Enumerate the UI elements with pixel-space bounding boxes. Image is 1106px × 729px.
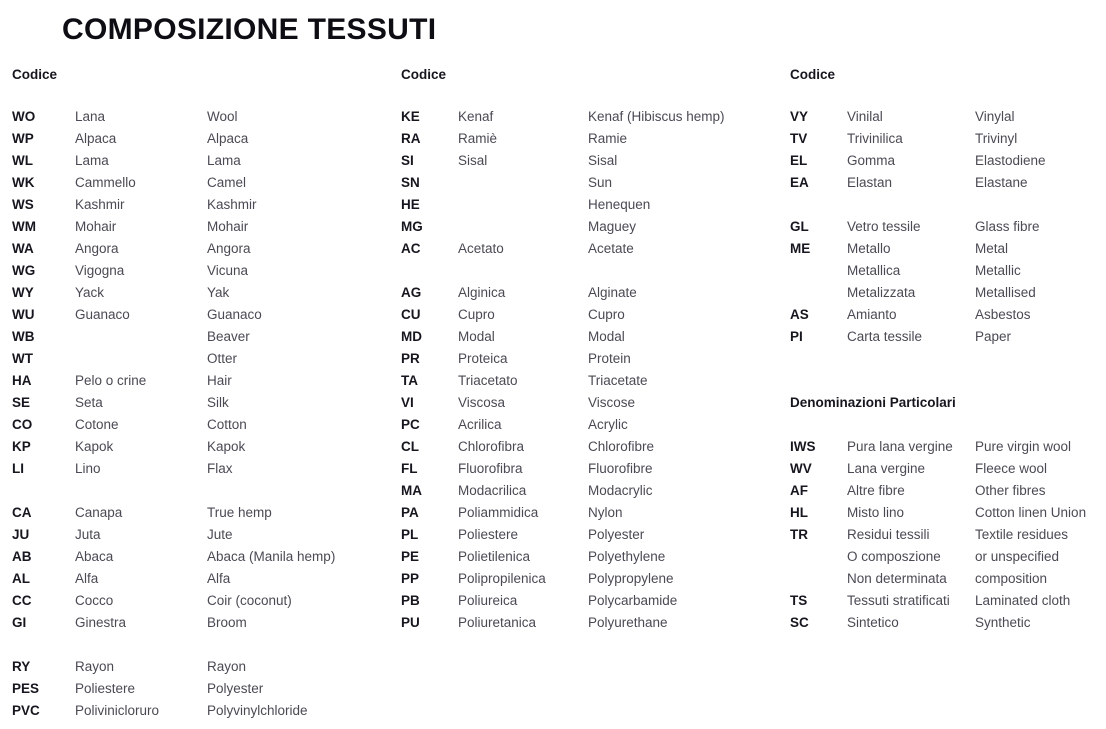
fiber-code: WO xyxy=(12,109,36,124)
fiber-code: AG xyxy=(401,285,422,300)
fiber-name-english: Viscose xyxy=(588,395,636,410)
fiber-code: PI xyxy=(790,329,803,344)
fiber-row xyxy=(401,304,766,326)
fiber-name-italian: Canapa xyxy=(75,505,123,520)
fiber-code: AB xyxy=(12,549,32,564)
column-header-codice: Codice xyxy=(401,67,447,82)
fiber-name-english: Asbestos xyxy=(975,307,1031,322)
fiber-row xyxy=(790,282,1104,304)
fiber-name-english: Mohair xyxy=(207,219,249,234)
fiber-name-italian: Metallica xyxy=(847,263,901,278)
fiber-name-italian: Proteica xyxy=(458,351,508,366)
fiber-row xyxy=(401,370,766,392)
fiber-row xyxy=(12,260,390,282)
fiber-row xyxy=(401,348,766,370)
fiber-code: WY xyxy=(12,285,34,300)
fiber-name-english: Angora xyxy=(207,241,251,256)
fiber-name-english: Ramie xyxy=(588,131,628,146)
fiber-row xyxy=(401,480,766,502)
fiber-code: HE xyxy=(401,197,420,212)
fiber-name-italian: Sisal xyxy=(458,153,488,168)
fiber-row xyxy=(12,414,390,436)
spacer-row xyxy=(401,260,766,282)
fiber-code: RA xyxy=(401,131,421,146)
fiber-code: AL xyxy=(12,571,30,586)
fiber-row xyxy=(12,700,390,722)
fiber-row xyxy=(12,392,390,414)
fiber-row xyxy=(12,678,390,700)
fiber-row xyxy=(401,590,766,612)
fiber-name-italian xyxy=(458,216,588,238)
fiber-row xyxy=(401,128,766,150)
fiber-code: EL xyxy=(790,153,808,168)
fiber-name-italian: Sintetico xyxy=(847,615,899,630)
fiber-name-italian: Cotone xyxy=(75,417,119,432)
fiber-row xyxy=(12,304,390,326)
fiber-name-italian: Chlorofibra xyxy=(458,439,525,454)
fiber-row xyxy=(12,238,390,260)
fiber-name-italian: Kenaf xyxy=(458,109,494,124)
fiber-row xyxy=(401,106,766,128)
fiber-row xyxy=(12,172,390,194)
fiber-rows xyxy=(401,106,766,634)
fiber-name-italian: Polivinicloruro xyxy=(75,703,160,718)
fiber-code xyxy=(790,282,847,304)
fiber-name-english: Cotton xyxy=(207,417,247,432)
fiber-row xyxy=(790,480,1104,502)
fiber-rows xyxy=(12,106,390,722)
fiber-row xyxy=(12,502,390,524)
fiber-name-english: Paper xyxy=(975,329,1012,344)
fiber-code: FL xyxy=(401,461,418,476)
fiber-name-english: Alpaca xyxy=(207,131,249,146)
fiber-name-english: Camel xyxy=(207,175,247,190)
fiber-name-italian: Metalizzata xyxy=(847,285,916,300)
fiber-row xyxy=(12,216,390,238)
fiber-code: MG xyxy=(401,219,423,234)
fiber-name-italian: Fluorofibra xyxy=(458,461,523,476)
fiber-row xyxy=(790,590,1104,612)
fiber-name-english: Nylon xyxy=(588,505,623,520)
fiber-name-english: True hemp xyxy=(207,505,272,520)
fiber-row xyxy=(12,348,390,370)
section-subheader: Denominazioni Particolari xyxy=(790,395,956,410)
fiber-row xyxy=(12,568,390,590)
fiber-name-italian: Modal xyxy=(458,329,495,344)
fiber-code: SN xyxy=(401,175,420,190)
fiber-row xyxy=(790,150,1104,172)
fiber-name-english: Polyvinylchloride xyxy=(207,703,308,718)
fiber-name-english: Wool xyxy=(207,109,238,124)
fiber-name-italian: Poliestere xyxy=(75,681,136,696)
fiber-name-italian: Lama xyxy=(75,153,109,168)
fiber-name-italian: Gomma xyxy=(847,153,896,168)
fiber-code: WM xyxy=(12,219,36,234)
fiber-row xyxy=(401,194,766,216)
fiber-name-english: Trivinyl xyxy=(975,131,1018,146)
fiber-row xyxy=(401,436,766,458)
fiber-code: KE xyxy=(401,109,420,124)
fiber-name-italian: Elastan xyxy=(847,175,893,190)
fiber-name-italian: Altre fibre xyxy=(847,483,905,498)
fiber-row xyxy=(12,612,390,634)
fiber-code: VI xyxy=(401,395,414,410)
fiber-name-italian: Poliureica xyxy=(458,593,518,608)
fiber-name-italian: Vetro tessile xyxy=(847,219,921,234)
fiber-row xyxy=(12,656,390,678)
fiber-row xyxy=(790,128,1104,150)
fiber-name-english: Coir (coconut) xyxy=(207,593,292,608)
column-fibers-1 xyxy=(12,66,390,722)
fiber-code: PR xyxy=(401,351,420,366)
fiber-name-italian: Yack xyxy=(75,285,105,300)
fiber-name-english: composition xyxy=(975,571,1048,586)
fiber-name-english: Polyester xyxy=(207,681,264,696)
fiber-name-italian: Trivinilica xyxy=(847,131,903,146)
fiber-name-english: Fluorofibre xyxy=(588,461,653,476)
fiber-name-english: Textile residues xyxy=(975,527,1069,542)
fiber-name-italian: Misto lino xyxy=(847,505,905,520)
fiber-name-italian: Vigogna xyxy=(75,263,125,278)
fiber-row xyxy=(401,216,766,238)
fiber-name-italian: Ramiè xyxy=(458,131,498,146)
fiber-name-english: Silk xyxy=(207,395,229,410)
spacer-row xyxy=(12,480,390,502)
fiber-row xyxy=(790,612,1104,634)
column-fibers-3 xyxy=(790,66,1104,634)
fiber-name-english: Polyester xyxy=(588,527,645,542)
fiber-name-english: Glass fibre xyxy=(975,219,1040,234)
fiber-row xyxy=(12,436,390,458)
fiber-row xyxy=(401,524,766,546)
fiber-code: PES xyxy=(12,681,40,696)
fiber-row xyxy=(401,612,766,634)
fiber-name-english: Pure virgin wool xyxy=(975,439,1072,454)
fiber-name-english: Metallised xyxy=(975,285,1036,300)
fiber-row xyxy=(790,106,1104,128)
fiber-name-italian xyxy=(75,348,207,370)
fiber-name-english: Flax xyxy=(207,461,233,476)
fiber-name-english: Acetate xyxy=(588,241,634,256)
fiber-row xyxy=(790,260,1104,282)
fiber-name-english: Fleece wool xyxy=(975,461,1048,476)
fiber-name-english: Polyethylene xyxy=(588,549,666,564)
fiber-name-english: Guanaco xyxy=(207,307,262,322)
fiber-code: PU xyxy=(401,615,420,630)
fiber-row xyxy=(401,172,766,194)
fiber-name-italian: Acrilica xyxy=(458,417,502,432)
fiber-code: SC xyxy=(790,615,809,630)
fiber-name-italian: Poliammidica xyxy=(458,505,539,520)
spacer-row xyxy=(790,414,1104,436)
fiber-code: WA xyxy=(12,241,34,256)
fiber-row xyxy=(401,414,766,436)
fiber-row xyxy=(12,106,390,128)
fiber-name-english: Polycarbamide xyxy=(588,593,678,608)
fiber-code: HL xyxy=(790,505,808,520)
fiber-code: PL xyxy=(401,527,419,542)
fiber-code: TV xyxy=(790,131,808,146)
fiber-row xyxy=(790,326,1104,348)
fiber-name-italian: Acetato xyxy=(458,241,504,256)
fiber-name-italian: Lana xyxy=(75,109,106,124)
fiber-name-english: Maguey xyxy=(588,219,637,234)
fiber-name-english: Modacrylic xyxy=(588,483,653,498)
fiber-row xyxy=(790,172,1104,194)
fiber-name-italian: Carta tessile xyxy=(847,329,923,344)
fiber-row xyxy=(12,150,390,172)
fiber-name-italian: Residui tessili xyxy=(847,527,930,542)
fiber-name-english: Beaver xyxy=(207,329,250,344)
fiber-name-italian: Mohair xyxy=(75,219,117,234)
fiber-code: PC xyxy=(401,417,420,432)
fiber-name-english: Abaca (Manila hemp) xyxy=(207,549,336,564)
fiber-code: PVC xyxy=(12,703,40,718)
fiber-name-italian: Cammello xyxy=(75,175,136,190)
fiber-name-english: Laminated cloth xyxy=(975,593,1071,608)
fiber-code: MD xyxy=(401,329,422,344)
fiber-code: ME xyxy=(790,241,811,256)
fiber-name-english: Alfa xyxy=(207,571,231,586)
spacer-row xyxy=(790,194,1104,216)
fiber-row xyxy=(12,546,390,568)
fiber-name-english: Jute xyxy=(207,527,233,542)
fiber-row xyxy=(790,458,1104,480)
fiber-row xyxy=(401,150,766,172)
fiber-row xyxy=(790,502,1104,524)
fiber-code: HA xyxy=(12,373,32,388)
fiber-code: TA xyxy=(401,373,418,388)
fiber-code: WB xyxy=(12,329,35,344)
fiber-code: WT xyxy=(12,351,33,366)
fiber-row xyxy=(401,282,766,304)
fiber-code: WU xyxy=(12,307,35,322)
fiber-name-english: Henequen xyxy=(588,197,651,212)
fiber-code: WS xyxy=(12,197,34,212)
fiber-code: CU xyxy=(401,307,421,322)
spacer-row xyxy=(12,634,390,656)
fiber-row xyxy=(401,238,766,260)
fiber-name-italian: Vinilal xyxy=(847,109,883,124)
fiber-name-italian: Cupro xyxy=(458,307,495,322)
fiber-code: GL xyxy=(790,219,809,234)
fiber-name-english: Kashmir xyxy=(207,197,257,212)
fiber-code: WG xyxy=(12,263,36,278)
fiber-row xyxy=(790,436,1104,458)
fiber-code: MA xyxy=(401,483,422,498)
fiber-name-english: Elastodiene xyxy=(975,153,1046,168)
fiber-name-italian: Ginestra xyxy=(75,615,127,630)
fiber-name-english: Synthetic xyxy=(975,615,1031,630)
fiber-name-italian: Guanaco xyxy=(75,307,130,322)
fiber-name-italian: Metallo xyxy=(847,241,891,256)
fiber-name-english: Otter xyxy=(207,351,238,366)
fiber-name-italian: Cocco xyxy=(75,593,114,608)
fiber-name-english: Chlorofibre xyxy=(588,439,655,454)
fiber-name-english: Cotton linen Union xyxy=(975,505,1087,520)
fiber-name-english: Kapok xyxy=(207,439,246,454)
fiber-code: TR xyxy=(790,527,808,542)
fiber-name-italian: O composzione xyxy=(847,549,941,564)
fiber-row xyxy=(401,502,766,524)
fiber-row xyxy=(12,458,390,480)
page-title: COMPOSIZIONE TESSUTI xyxy=(62,13,437,46)
fiber-name-italian: Kapok xyxy=(75,439,114,454)
fiber-row xyxy=(12,194,390,216)
fiber-row xyxy=(12,590,390,612)
fiber-name-italian xyxy=(75,326,207,348)
fiber-row xyxy=(790,524,1104,546)
fiber-name-italian: Lana vergine xyxy=(847,461,926,476)
fiber-code: EA xyxy=(790,175,809,190)
fiber-code: CC xyxy=(12,593,32,608)
fiber-name-english: Metallic xyxy=(975,263,1021,278)
fiber-name-english: Acrylic xyxy=(588,417,628,432)
fiber-row xyxy=(401,458,766,480)
fiber-name-italian xyxy=(458,172,588,194)
fiber-row xyxy=(401,568,766,590)
fiber-name-italian: Triacetato xyxy=(458,373,518,388)
column-header-codice: Codice xyxy=(790,67,836,82)
fiber-row xyxy=(12,524,390,546)
fiber-name-italian: Rayon xyxy=(75,659,115,674)
fiber-code: IWS xyxy=(790,439,816,454)
fiber-row xyxy=(790,304,1104,326)
fiber-code: VY xyxy=(790,109,809,124)
fiber-code: AF xyxy=(790,483,808,498)
fiber-name-italian: Lino xyxy=(75,461,101,476)
fiber-name-english: Vicuna xyxy=(207,263,249,278)
fiber-name-italian: Alfa xyxy=(75,571,99,586)
fiber-name-english: Protein xyxy=(588,351,631,366)
fiber-code: LI xyxy=(12,461,24,476)
fiber-name-english: Hair xyxy=(207,373,232,388)
fiber-name-italian: Viscosa xyxy=(458,395,506,410)
fiber-name-english: Kenaf (Hibiscus hemp) xyxy=(588,109,725,124)
fiber-code: CO xyxy=(12,417,33,432)
fiber-code: JU xyxy=(12,527,30,542)
fiber-row xyxy=(790,238,1104,260)
fiber-code: WV xyxy=(790,461,812,476)
fiber-code: WL xyxy=(12,153,33,168)
fiber-row xyxy=(12,370,390,392)
fiber-code xyxy=(790,546,847,568)
fiber-code: KP xyxy=(12,439,31,454)
fiber-name-english: Cupro xyxy=(588,307,625,322)
column-header-codice: Codice xyxy=(12,67,58,82)
fiber-code xyxy=(790,260,847,282)
fiber-code xyxy=(790,568,847,590)
fiber-row xyxy=(12,128,390,150)
fiber-row xyxy=(12,282,390,304)
fiber-name-italian: Abaca xyxy=(75,549,114,564)
fiber-name-italian: Polipropilenica xyxy=(458,571,546,586)
fiber-name-italian: Seta xyxy=(75,395,103,410)
spacer-row xyxy=(790,348,1104,370)
fiber-row xyxy=(12,326,390,348)
fiber-name-italian: Angora xyxy=(75,241,119,256)
fiber-name-english: Vinylal xyxy=(975,109,1015,124)
fiber-row xyxy=(401,392,766,414)
fiber-row xyxy=(790,546,1104,568)
fiber-code: PA xyxy=(401,505,419,520)
fiber-name-english: Triacetate xyxy=(588,373,648,388)
fiber-name-english: Other fibres xyxy=(975,483,1046,498)
fiber-name-italian xyxy=(458,194,588,216)
fiber-name-english: Sun xyxy=(588,175,613,190)
fiber-code: PP xyxy=(401,571,420,586)
fiber-name-english: Broom xyxy=(207,615,247,630)
fiber-name-english: Metal xyxy=(975,241,1009,256)
fiber-code: TS xyxy=(790,593,808,608)
fiber-name-italian: Alginica xyxy=(458,285,506,300)
fiber-code: AC xyxy=(401,241,421,256)
fiber-code: WP xyxy=(12,131,34,146)
fiber-name-english: Rayon xyxy=(207,659,247,674)
fiber-code: RY xyxy=(12,659,31,674)
fiber-row xyxy=(401,326,766,348)
fiber-name-english: Polypropylene xyxy=(588,571,674,586)
fiber-code: WK xyxy=(12,175,35,190)
fiber-code: AS xyxy=(790,307,809,322)
fiber-name-italian: Modacrilica xyxy=(458,483,527,498)
fiber-name-english: Polyurethane xyxy=(588,615,668,630)
fiber-row xyxy=(790,216,1104,238)
fiber-name-italian: Tessuti stratificati xyxy=(847,593,950,608)
fiber-code: SI xyxy=(401,153,414,168)
fiber-name-english: or unspecified xyxy=(975,549,1060,564)
fiber-code: GI xyxy=(12,615,27,630)
fiber-name-english: Alginate xyxy=(588,285,637,300)
fiber-name-english: Lama xyxy=(207,153,241,168)
fiber-code: CA xyxy=(12,505,32,520)
fiber-name-italian: Pelo o crine xyxy=(75,373,147,388)
fiber-name-english: Elastane xyxy=(975,175,1028,190)
fiber-name-italian: Non determinata xyxy=(847,571,947,586)
fiber-name-italian: Pura lana vergine xyxy=(847,439,953,454)
fiber-name-english: Modal xyxy=(588,329,625,344)
fiber-name-italian: Alpaca xyxy=(75,131,117,146)
fiber-code: CL xyxy=(401,439,419,454)
fiber-name-italian: Kashmir xyxy=(75,197,125,212)
fiber-code: SE xyxy=(12,395,31,410)
fiber-name-english: Yak xyxy=(207,285,230,300)
fiber-name-italian: Polietilenica xyxy=(458,549,531,564)
fiber-rows xyxy=(790,106,1104,634)
fiber-name-italian: Amianto xyxy=(847,307,897,322)
fiber-row xyxy=(401,546,766,568)
fiber-name-italian: Poliestere xyxy=(458,527,519,542)
column-fibers-2 xyxy=(401,66,766,634)
fiber-name-italian: Juta xyxy=(75,527,101,542)
fiber-code: PB xyxy=(401,593,420,608)
fiber-code: PE xyxy=(401,549,420,564)
fiber-name-italian: Poliuretanica xyxy=(458,615,537,630)
fiber-row xyxy=(790,568,1104,590)
fiber-name-english: Sisal xyxy=(588,153,618,168)
spacer-row xyxy=(790,370,1104,392)
